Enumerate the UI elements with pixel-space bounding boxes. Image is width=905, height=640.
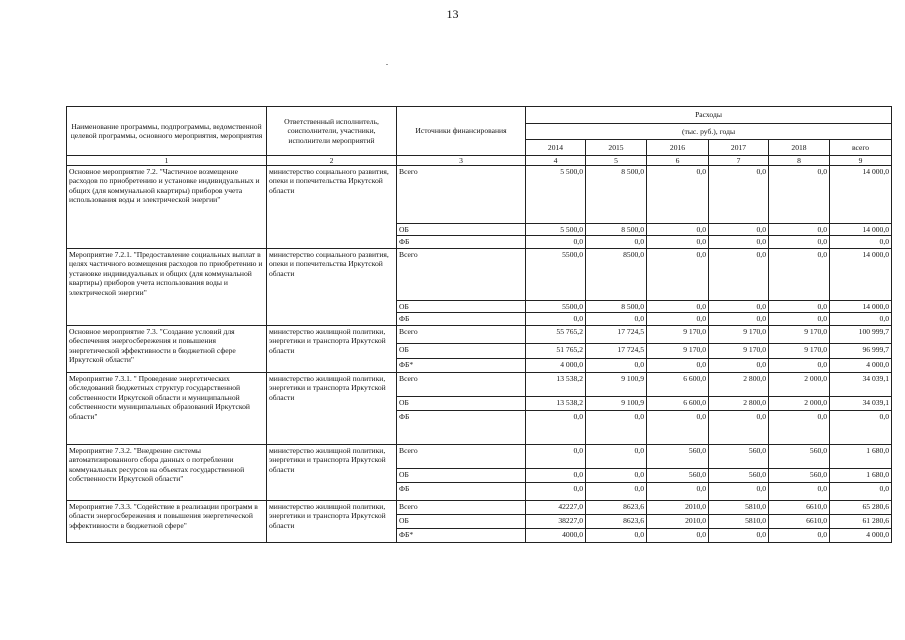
total-value: 1 680,0 — [830, 444, 892, 468]
total-value: 14 000,0 — [830, 224, 892, 236]
year-value: 0,0 — [526, 313, 586, 325]
column-number: 4 — [526, 156, 586, 166]
header-source: Источники финансирования — [397, 107, 526, 156]
total-value: 100 999,7 — [830, 325, 892, 343]
table-row — [67, 248, 892, 300]
year-value: 0,0 — [709, 166, 769, 224]
total-value: 4 000,0 — [830, 528, 892, 542]
year-value: 8623,6 — [586, 500, 647, 514]
executor: министерство жилищной политики, энергетики и транспорта Иркутской области — [267, 325, 397, 372]
year-value: 9 170,0 — [709, 325, 769, 343]
year-value: 8500,0 — [586, 248, 647, 300]
year-value: 8 500,0 — [586, 166, 647, 224]
year-value: 0,0 — [647, 236, 709, 248]
funding-source: ОБ — [397, 224, 526, 236]
funding-source: ФБ — [397, 482, 526, 500]
funding-source: ОБ — [397, 514, 526, 528]
year-value: 0,0 — [586, 444, 647, 468]
header-total: всего — [830, 140, 892, 156]
table-row — [67, 500, 892, 514]
year-value: 0,0 — [709, 358, 769, 372]
year-value: 0,0 — [526, 236, 586, 248]
activity-name: Мероприятие 7.3.2. "Внедрение системы автоматизированного сбора данных о потреблении коммунальных ресурсов на объектах государственной собственности Иркутской области" — [67, 444, 267, 500]
funding-source: Всего — [397, 325, 526, 343]
year-value: 0,0 — [769, 410, 830, 444]
year-value: 6610,0 — [769, 500, 830, 514]
executor: министерство жилищной политики, энергетики и транспорта Иркутской области — [267, 444, 397, 500]
column-numbers-row — [67, 156, 892, 166]
page-number: 13 — [446, 7, 459, 21]
year-value: 6 600,0 — [647, 372, 709, 396]
header-year: 2015 — [586, 140, 647, 156]
year-value: 560,0 — [647, 444, 709, 468]
funding-source: ОБ — [397, 343, 526, 358]
year-value: 0,0 — [709, 482, 769, 500]
year-value: 5500,0 — [526, 300, 586, 312]
header-expenses: Расходы — [526, 107, 892, 124]
table-row — [67, 166, 892, 224]
year-value: 4 000,0 — [526, 358, 586, 372]
year-value: 6 600,0 — [647, 396, 709, 410]
year-value: 5810,0 — [709, 500, 769, 514]
year-value: 5 500,0 — [526, 224, 586, 236]
year-value: 0,0 — [709, 236, 769, 248]
year-value: 560,0 — [709, 468, 769, 482]
total-value: 1 680,0 — [830, 468, 892, 482]
activity-name: Основное мероприятие 7.2. "Частичное возмещение расходов по приобретению и установке индивидуальных и общих (для коммунальной квартиры) приборов учета использования воды и электрической энергии" — [67, 166, 267, 249]
year-value: 0,0 — [647, 248, 709, 300]
executor: министерство жилищной политики, энергетики и транспорта Иркутской области — [267, 500, 397, 542]
year-value: 0,0 — [647, 528, 709, 542]
activity-name: Мероприятие 7.2.1. "Предоставление социальных выплат в целях частичного возмещения расходов по приобретению и установке индивидуальных и общих (для коммунальной квартиры) приборов учета использования воды и электрической энергии" — [67, 248, 267, 325]
table-row — [67, 372, 892, 396]
year-value: 0,0 — [586, 358, 647, 372]
year-value: 0,0 — [586, 468, 647, 482]
column-number: 6 — [647, 156, 709, 166]
column-number: 7 — [709, 156, 769, 166]
year-value: 0,0 — [647, 300, 709, 312]
activity-name: Основное мероприятие 7.3. "Создание условий для обеспечения энергосбережения и повышения энергетической эффективности в бюджетной сфере Иркутской области" — [67, 325, 267, 372]
year-value: 2 000,0 — [769, 372, 830, 396]
year-value: 0,0 — [709, 410, 769, 444]
year-value: 0,0 — [769, 358, 830, 372]
year-value: 0,0 — [586, 236, 647, 248]
year-value: 9 170,0 — [647, 343, 709, 358]
scan-speck — [386, 64, 388, 65]
year-value: 8623,6 — [586, 514, 647, 528]
year-value: 5 500,0 — [526, 166, 586, 224]
funding-source: ОБ — [397, 468, 526, 482]
funding-source: Всего — [397, 444, 526, 468]
year-value: 0,0 — [526, 482, 586, 500]
funding-source: ОБ — [397, 396, 526, 410]
total-value: 65 280,6 — [830, 500, 892, 514]
funding-source: Всего — [397, 372, 526, 396]
header-executor: Ответственный исполнитель, соисполнители, участники, исполнители мероприятий — [267, 107, 397, 156]
year-value: 0,0 — [586, 410, 647, 444]
year-value: 13 538,2 — [526, 396, 586, 410]
column-number: 9 — [830, 156, 892, 166]
year-value: 0,0 — [526, 444, 586, 468]
year-value: 9 100,9 — [586, 396, 647, 410]
funding-source: Всего — [397, 248, 526, 300]
year-value: 17 724,5 — [586, 343, 647, 358]
header-year: 2018 — [769, 140, 830, 156]
year-value: 0,0 — [769, 300, 830, 312]
year-value: 0,0 — [586, 482, 647, 500]
executor: министерство жилищной политики, энергетики и транспорта Иркутской области — [267, 372, 397, 444]
year-value: 6610,0 — [769, 514, 830, 528]
column-number: 2 — [267, 156, 397, 166]
year-value: 9 170,0 — [769, 343, 830, 358]
total-value: 34 039,1 — [830, 396, 892, 410]
total-value: 0,0 — [830, 410, 892, 444]
year-value: 560,0 — [647, 468, 709, 482]
total-value: 0,0 — [830, 236, 892, 248]
year-value: 0,0 — [709, 313, 769, 325]
year-value: 2 000,0 — [769, 396, 830, 410]
year-value: 0,0 — [769, 313, 830, 325]
year-value: 0,0 — [769, 248, 830, 300]
year-value: 0,0 — [709, 528, 769, 542]
year-value: 2010,0 — [647, 500, 709, 514]
year-value: 0,0 — [526, 468, 586, 482]
total-value: 34 039,1 — [830, 372, 892, 396]
funding-source: ОБ — [397, 300, 526, 312]
funding-source: ФБ — [397, 313, 526, 325]
funding-source: Всего — [397, 166, 526, 224]
year-value: 0,0 — [709, 248, 769, 300]
total-value: 0,0 — [830, 313, 892, 325]
year-value: 0,0 — [647, 358, 709, 372]
executor: министерство социального развития, опеки и попечительства Иркутской области — [267, 248, 397, 325]
table-row — [67, 325, 892, 343]
header-year: 2014 — [526, 140, 586, 156]
column-number: 1 — [67, 156, 267, 166]
year-value: 8 500,0 — [586, 300, 647, 312]
column-number: 8 — [769, 156, 830, 166]
year-value: 0,0 — [526, 410, 586, 444]
year-value: 0,0 — [769, 224, 830, 236]
year-value: 0,0 — [647, 313, 709, 325]
year-value: 42227,0 — [526, 500, 586, 514]
year-value: 560,0 — [769, 468, 830, 482]
year-value: 0,0 — [647, 166, 709, 224]
year-value: 2 800,0 — [709, 396, 769, 410]
year-value: 0,0 — [647, 410, 709, 444]
total-value: 14 000,0 — [830, 300, 892, 312]
total-value: 14 000,0 — [830, 248, 892, 300]
year-value: 560,0 — [709, 444, 769, 468]
year-value: 560,0 — [769, 444, 830, 468]
year-value: 0,0 — [769, 236, 830, 248]
funding-source: ФБ* — [397, 358, 526, 372]
year-value: 0,0 — [647, 224, 709, 236]
table-row — [67, 444, 892, 468]
activity-name: Мероприятие 7.3.3. "Содействие в реализации программ в области энергосбережения и повышения энергетической эффективности в бюджетной сфере" — [67, 500, 267, 542]
year-value: 0,0 — [769, 166, 830, 224]
column-number: 5 — [586, 156, 647, 166]
total-value: 14 000,0 — [830, 166, 892, 224]
year-value: 4000,0 — [526, 528, 586, 542]
year-value: 38227,0 — [526, 514, 586, 528]
total-value: 4 000,0 — [830, 358, 892, 372]
year-value: 0,0 — [647, 482, 709, 500]
funding-source: Всего — [397, 500, 526, 514]
total-value: 0,0 — [830, 482, 892, 500]
header-year: 2017 — [709, 140, 769, 156]
year-value: 0,0 — [769, 482, 830, 500]
year-value: 0,0 — [709, 224, 769, 236]
year-value: 51 765,2 — [526, 343, 586, 358]
year-value: 9 170,0 — [709, 343, 769, 358]
header-year: 2016 — [647, 140, 709, 156]
year-value: 0,0 — [586, 313, 647, 325]
year-value: 9 100,9 — [586, 372, 647, 396]
total-value: 96 999,7 — [830, 343, 892, 358]
year-value: 8 500,0 — [586, 224, 647, 236]
year-value: 5810,0 — [709, 514, 769, 528]
year-value: 2 800,0 — [709, 372, 769, 396]
table-body — [67, 166, 892, 543]
year-value: 9 170,0 — [647, 325, 709, 343]
executor: министерство социального развития, опеки и попечительства Иркутской области — [267, 166, 397, 249]
year-value: 0,0 — [709, 300, 769, 312]
funding-source: ФБ — [397, 236, 526, 248]
funding-source: ФБ* — [397, 528, 526, 542]
header-name: Наименование программы, подпрограммы, ведомственной целевой программы, основного мероприятия, мероприятия — [67, 107, 267, 156]
activity-name: Мероприятие 7.3.1. " Проведение энергетических обследований бюджетных структур государственной собственности Иркутской области и муниципальной собственности муниципальных образований Иркутской области" — [67, 372, 267, 444]
expenses-table — [66, 106, 892, 543]
year-value: 17 724,5 — [586, 325, 647, 343]
year-value: 0,0 — [586, 528, 647, 542]
total-value: 61 280,6 — [830, 514, 892, 528]
header-units: (тыс. руб.), годы — [526, 123, 892, 140]
year-value: 5500,0 — [526, 248, 586, 300]
year-value: 13 538,2 — [526, 372, 586, 396]
year-value: 55 765,2 — [526, 325, 586, 343]
column-number: 3 — [397, 156, 526, 166]
year-value: 0,0 — [769, 528, 830, 542]
funding-source: ФБ — [397, 410, 526, 444]
year-value: 9 170,0 — [769, 325, 830, 343]
year-value: 2010,0 — [647, 514, 709, 528]
